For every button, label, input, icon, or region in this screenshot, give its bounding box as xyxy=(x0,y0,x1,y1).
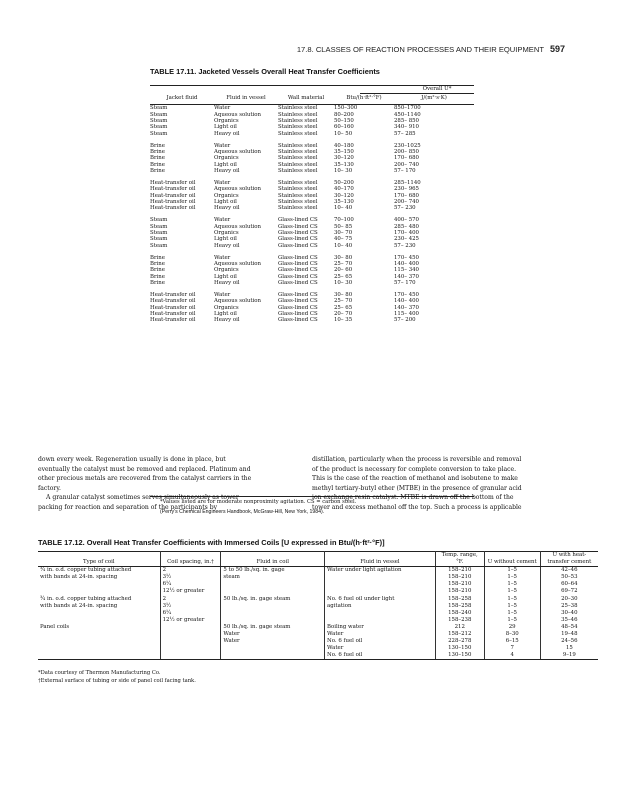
table-cell: 450–1140 xyxy=(394,111,421,118)
table-cell: 7 xyxy=(484,645,540,652)
table-cell: Steam xyxy=(150,242,168,249)
text-line: methyl tertiary-butyl ether (MTBE) in the presence of granular acid xyxy=(312,484,522,492)
table-cell: Heavy oil xyxy=(214,205,240,212)
table-cell: 50 lb./sq. in. gage steam xyxy=(221,596,325,603)
table-cell: 130–150 xyxy=(435,652,484,660)
table-cell: Glass-lined CS xyxy=(278,242,318,249)
table-cell: 158–238 xyxy=(435,617,484,624)
table-cell: 50–150 xyxy=(334,118,354,125)
table-cell: Water xyxy=(214,217,231,224)
table-cell: 35–46 xyxy=(540,617,598,624)
table-cell: Brine xyxy=(150,267,165,274)
table-cell: Steam xyxy=(150,229,168,236)
table-cell: Glass-lined CS xyxy=(278,279,318,286)
table-cell: Heavy oil xyxy=(214,317,240,324)
table-row xyxy=(150,317,474,323)
table-cell: Stainless steel xyxy=(278,199,318,205)
table-cell: 3½ xyxy=(160,574,221,581)
table-cell: 30– 80 xyxy=(334,291,353,298)
table-cell: with bands at 24-in. spacing xyxy=(40,574,118,581)
table-cell: Heat-transfer oil xyxy=(150,317,196,324)
table-cell: 35–130 xyxy=(334,161,354,168)
table-row xyxy=(38,617,598,624)
table-cell: 2 xyxy=(160,567,221,575)
table-cell: Heavy oil xyxy=(214,130,240,137)
table-cell: 35–130 xyxy=(334,199,354,205)
table-cell: 158–258 xyxy=(435,596,484,603)
column-header: Type of coil xyxy=(38,552,160,567)
table-cell: 170– 400 xyxy=(394,229,419,236)
table-cell: 50– 85 xyxy=(334,223,353,230)
table-cell: 6¼ xyxy=(160,581,221,588)
table-cell: Glass-lined CS xyxy=(278,223,318,230)
table-cell: 228–278 xyxy=(435,638,484,645)
table-cell: 1–5 xyxy=(484,617,540,624)
table-cell: 200– 740 xyxy=(394,161,419,168)
table-cell: 10– 50 xyxy=(334,130,353,137)
table-cell: 285– 850 xyxy=(394,118,419,125)
table-cell: 1–5 xyxy=(484,574,540,581)
table-cell: 158–210 xyxy=(435,574,484,581)
column-header: J/(m²·s·K) xyxy=(421,95,447,101)
table-cell: Aqueous solution xyxy=(214,111,262,118)
table-cell: Stainless steel xyxy=(278,161,318,168)
table-cell xyxy=(38,652,160,660)
table-cell: 57– 230 xyxy=(394,242,416,249)
table-cell: Glass-lined CS xyxy=(278,298,318,305)
table-cell: 30–120 xyxy=(334,192,354,199)
table-cell xyxy=(221,581,325,588)
table-cell: 5 to 50 lb./sq. in. gage xyxy=(221,567,325,575)
table-row xyxy=(38,596,598,603)
table-cell: 40–170 xyxy=(334,186,354,193)
table-row xyxy=(38,567,598,575)
table-cell: 230– 425 xyxy=(394,236,419,243)
table-cell: 6–15 xyxy=(484,638,540,645)
table-cell: Heavy oil xyxy=(214,242,240,249)
table-cell: 8–30 xyxy=(484,631,540,638)
table-cell: Glass-lined CS xyxy=(278,304,318,311)
table-cell: Brine xyxy=(150,279,165,286)
table-cell: 285– 480 xyxy=(394,223,419,230)
table-cell: Light oil xyxy=(214,199,237,205)
table-cell: 400– 570 xyxy=(394,217,419,224)
table-cell: 35–150 xyxy=(334,149,354,155)
table-cell: 29 xyxy=(484,624,540,631)
table-cell: 12½ or greater xyxy=(160,588,221,595)
table-cell: 1–5 xyxy=(484,603,540,610)
table-cell: 1–5 xyxy=(484,567,540,575)
table-cell: Heat-transfer oil xyxy=(150,186,196,193)
table-cell: 158–210 xyxy=(435,567,484,575)
table-cell: Brine xyxy=(150,168,165,175)
table-cell: Heat-transfer oil xyxy=(150,291,196,298)
table-cell: 115– 340 xyxy=(394,267,419,274)
table-row xyxy=(38,588,598,595)
column-header: Wall material xyxy=(287,95,325,101)
table-cell: Light oil xyxy=(214,236,237,243)
table-cell: 24–56 xyxy=(540,638,598,645)
table-cell: ¾ in. o.d. copper tubing attached xyxy=(40,595,132,602)
table-cell: Aqueous solution xyxy=(214,223,262,230)
table-cell: 212 xyxy=(435,624,484,631)
table-cell: Heat-transfer oil xyxy=(150,310,196,317)
column-header: Jacket fluid xyxy=(166,95,198,101)
table-cell: Glass-lined CS xyxy=(278,317,318,324)
table-cell: Aqueous solution xyxy=(214,260,262,267)
table-cell xyxy=(38,581,160,588)
table-cell: Steam xyxy=(150,223,168,230)
table-row xyxy=(38,645,598,652)
table-cell: Aqueous solution xyxy=(214,298,262,305)
table-cell: 69–72 xyxy=(540,588,598,595)
table-cell: Stainless steel xyxy=(278,192,318,199)
table-cell: ¾ in. o.d. copper tubing attached xyxy=(40,567,132,574)
table-cell xyxy=(160,652,221,660)
table-cell: 70–100 xyxy=(334,217,354,224)
table-cell: Stainless steel xyxy=(278,130,318,137)
table-cell: 40– 75 xyxy=(334,236,353,243)
table-cell xyxy=(160,638,221,645)
table2-footnote-2: †External surface of tubing or side of panel coil facing tank. xyxy=(38,678,196,684)
table-cell: 60–160 xyxy=(334,124,354,131)
table-cell: 57– 170 xyxy=(394,168,416,175)
table2-caption: TABLE 17.12. Overall Heat Transfer Coefficients with Immersed Coils [U expressed in Btu/(h·ft²·°F)] xyxy=(38,538,385,547)
table-cell: Boiling water xyxy=(325,624,436,631)
table-cell xyxy=(221,645,325,652)
text-line: tower and excess methanol off the top. Such a process is applicable xyxy=(312,503,522,511)
table-row xyxy=(38,624,598,631)
running-title: 17.8. CLASSES OF REACTION PROCESSES AND THEIR EQUIPMENT xyxy=(296,45,544,54)
table-cell: 25– 65 xyxy=(334,304,353,311)
table-cell: 850–1700 xyxy=(394,105,421,112)
column-header: U with heat-transfer cement xyxy=(540,552,598,567)
table-cell: Glass-lined CS xyxy=(278,267,318,274)
table-cell: Water xyxy=(221,631,325,638)
table-cell: 140– 370 xyxy=(394,304,419,311)
table-cell: Organics xyxy=(214,229,239,236)
table-cell xyxy=(38,588,160,595)
table-cell: Heavy oil xyxy=(214,279,240,286)
table-cell: No. 6 fuel oil xyxy=(325,638,436,645)
text-line: A granular catalyst sometimes serves simultaneously as tower xyxy=(46,494,239,502)
table-cell: 20– 60 xyxy=(334,267,353,274)
table-cell xyxy=(325,574,436,581)
table-cell: 200– 850 xyxy=(394,149,419,155)
table-cell: Brine xyxy=(150,254,165,261)
table-cell: 10– 40 xyxy=(334,242,353,249)
table-cell: Organics xyxy=(214,192,239,199)
table-cell: Water xyxy=(325,645,436,652)
table-cell: 50 lb./sq. in. gage steam xyxy=(221,624,325,631)
text-line: down every week. Regeneration usually is done in place, but xyxy=(38,456,226,463)
table-row xyxy=(38,652,598,660)
table-cell: Water xyxy=(214,179,231,186)
table1-overall-rule xyxy=(360,93,474,94)
table-cell: No. 6 fuel oil xyxy=(325,652,436,660)
table-cell: 57– 200 xyxy=(394,317,416,324)
table-cell: Water xyxy=(325,631,436,638)
table-cell: Brine xyxy=(150,149,165,155)
table-cell: Water xyxy=(221,638,325,645)
table-row xyxy=(38,610,598,617)
text-line: eventually the catalyst must be removed and replaced. Platinum and xyxy=(38,465,251,473)
table-cell xyxy=(160,631,221,638)
table-cell xyxy=(325,581,436,588)
column-header: Fluid in vessel xyxy=(226,95,266,101)
table-cell: Stainless steel xyxy=(278,105,318,112)
table-cell: Brine xyxy=(150,142,165,149)
table-cell: Organics xyxy=(214,155,239,162)
table-cell: Stainless steel xyxy=(278,155,318,162)
table-cell xyxy=(38,645,160,652)
table-cell: 158–240 xyxy=(435,610,484,617)
table-cell: Steam xyxy=(150,118,168,125)
table-cell: Water xyxy=(214,254,231,261)
table-cell xyxy=(325,588,436,595)
table-cell: Glass-lined CS xyxy=(278,217,318,224)
table1-overall-header: Overall U* xyxy=(422,86,452,92)
table-cell xyxy=(38,631,160,638)
table2-footnote-1: *Data courtesy of Thermon Manufacturing Co. xyxy=(38,670,161,676)
table-cell: 25– 70 xyxy=(334,298,353,305)
table-cell: Stainless steel xyxy=(278,111,318,118)
table-row xyxy=(38,631,598,638)
table-cell: 10– 30 xyxy=(334,168,353,175)
column-header: Coil spacing, in.† xyxy=(160,552,221,567)
table-cell xyxy=(38,638,160,645)
table-cell: 57– 285 xyxy=(394,130,416,137)
running-header xyxy=(150,44,565,54)
table-cell: Steam xyxy=(150,130,168,137)
table-cell: 25– 65 xyxy=(334,273,353,280)
table-cell: Aqueous solution xyxy=(214,149,262,155)
table-cell: Glass-lined CS xyxy=(278,291,318,298)
table-row xyxy=(38,581,598,588)
text-line: other precious metals are recovered from the catalyst carriers in the xyxy=(38,475,252,483)
table-cell: 10– 35 xyxy=(334,317,353,324)
table-cell: Steam xyxy=(150,236,168,243)
table-cell: No. 6 fuel oil under light xyxy=(325,596,436,603)
column-header: Btu/(h·ft²·°F) xyxy=(346,95,382,101)
column-header: Temp. range, °F. xyxy=(435,552,484,567)
table-cell: 10– 30 xyxy=(334,279,353,286)
table-cell: agitation xyxy=(325,603,436,610)
table-cell: 25– 70 xyxy=(334,260,353,267)
table-cell: 50–53 xyxy=(540,574,598,581)
table-cell: 15 xyxy=(540,645,598,652)
table-cell: Brine xyxy=(150,260,165,267)
table-cell: 3½ xyxy=(160,603,221,610)
table-cell: Light oil xyxy=(214,310,237,317)
table-cell: 200– 740 xyxy=(394,199,419,205)
table-cell: 57– 170 xyxy=(394,279,416,286)
text-line: ion exchange resin catalyst. MTBE is drawn off the bottom of the xyxy=(312,494,514,502)
text-line: This is the case of the reaction of methanol and isobutene to make xyxy=(312,475,518,483)
table-cell: 158–210 xyxy=(435,581,484,588)
table-cell: Glass-lined CS xyxy=(278,254,318,261)
table-cell: Heat-transfer oil xyxy=(150,192,196,199)
table-cell: 6¼ xyxy=(160,610,221,617)
table-cell: Heat-transfer oil xyxy=(150,298,196,305)
table1-caption: TABLE 17.11. Jacketed Vessels Overall Heat Transfer Coefficients xyxy=(150,67,380,76)
table-cell: 1–5 xyxy=(484,610,540,617)
table-cell: 9–19 xyxy=(540,652,598,660)
table-cell: 230–1025 xyxy=(394,142,421,149)
column-header: Fluid in vessel xyxy=(325,552,436,567)
table-cell: 4 xyxy=(484,652,540,660)
table-cell: 170– 680 xyxy=(394,192,419,199)
body-text-right xyxy=(312,455,580,513)
table-cell: Heat-transfer oil xyxy=(150,179,196,186)
table-cell: 60–64 xyxy=(540,581,598,588)
table-cell xyxy=(38,617,160,624)
column-header: Fluid in coil xyxy=(221,552,325,567)
table-cell: Light oil xyxy=(214,161,237,168)
table-cell: 140– 400 xyxy=(394,260,419,267)
table-cell xyxy=(325,617,436,624)
table-cell: 170– 680 xyxy=(394,155,419,162)
table-cell xyxy=(221,603,325,610)
table-row xyxy=(38,574,598,581)
table-cell: Brine xyxy=(150,155,165,162)
table-cell: with bands at 24-in. spacing xyxy=(40,602,118,609)
table2-header-row xyxy=(38,552,598,567)
table-cell xyxy=(325,610,436,617)
table-cell xyxy=(160,645,221,652)
table-row xyxy=(150,105,474,112)
table-cell: Steam xyxy=(150,111,168,118)
table-cell: 150–300 xyxy=(334,105,358,112)
table-row xyxy=(38,603,598,610)
table-cell: 2 xyxy=(160,596,221,603)
table-cell: Stainless steel xyxy=(278,124,318,131)
table-cell: Steam xyxy=(150,217,168,224)
table-cell: 340– 910 xyxy=(394,124,419,131)
table-cell: Glass-lined CS xyxy=(278,236,318,243)
table-cell: Glass-lined CS xyxy=(278,229,318,236)
text-line: factory. xyxy=(38,484,61,492)
table-cell xyxy=(160,624,221,631)
table-cell: 130–150 xyxy=(435,645,484,652)
table-cell: 80–200 xyxy=(334,111,354,118)
table-cell xyxy=(221,652,325,660)
table-cell: Stainless steel xyxy=(278,168,318,175)
table-cell: 10– 40 xyxy=(334,205,353,212)
table-cell: Light oil xyxy=(214,273,237,280)
table-cell: 50–200 xyxy=(334,179,354,186)
table-cell: steam xyxy=(221,574,325,581)
table-cell: Water xyxy=(214,291,231,298)
table-cell: Stainless steel xyxy=(278,205,318,212)
table-cell: Organics xyxy=(214,304,239,311)
text-line: of the product is necessary for complete conversion to take place. xyxy=(312,465,517,473)
table-cell: 140– 400 xyxy=(394,298,419,305)
table-cell: Heavy oil xyxy=(214,168,240,175)
table1-footnote: *Values listed are for moderate nonproximity agitation. CS = carbon steel. xyxy=(160,499,357,505)
table-cell: Heat-transfer oil xyxy=(150,205,196,212)
table-cell: Panel coils xyxy=(40,623,70,630)
table-cell: 1–5 xyxy=(484,588,540,595)
table-cell: Heat-transfer oil xyxy=(150,304,196,311)
table-cell: Organics xyxy=(214,118,239,125)
table-cell: Water xyxy=(214,142,231,149)
table-cell: Organics xyxy=(214,267,239,274)
table-cell: Heat-transfer oil xyxy=(150,199,196,205)
table-cell: 1–5 xyxy=(484,596,540,603)
table-cell: 42–46 xyxy=(540,567,598,575)
table-cell: Stainless steel xyxy=(278,149,318,155)
table-cell xyxy=(221,617,325,624)
body-text-left xyxy=(38,455,297,513)
table1-source: (Perry's Chemical Engineers Handbook, McGraw-Hill, New York, 1984). xyxy=(160,509,325,515)
table2 xyxy=(38,551,598,660)
table-cell xyxy=(221,610,325,617)
table-cell: 230– 965 xyxy=(394,186,419,193)
table-cell: 158–258 xyxy=(435,603,484,610)
table-cell: 158–212 xyxy=(435,631,484,638)
table-cell: Stainless steel xyxy=(278,142,318,149)
table-cell: Stainless steel xyxy=(278,186,318,193)
table-cell: Aqueous solution xyxy=(214,186,262,193)
table-cell: 285–1140 xyxy=(394,179,421,186)
table-cell: 158–210 xyxy=(435,588,484,595)
table-cell: Glass-lined CS xyxy=(278,310,318,317)
table-cell: 25–38 xyxy=(540,603,598,610)
column-header: U without cement xyxy=(484,552,540,567)
table-cell xyxy=(221,588,325,595)
table-cell: Glass-lined CS xyxy=(278,273,318,280)
table-row xyxy=(38,638,598,645)
table-cell: Water xyxy=(214,105,231,112)
table1 xyxy=(150,95,474,324)
table-cell: 48–54 xyxy=(540,624,598,631)
table-cell: Light oil xyxy=(214,124,237,131)
table-cell: Stainless steel xyxy=(278,118,318,125)
table-cell: 30–120 xyxy=(334,155,354,162)
table-cell: Stainless steel xyxy=(278,179,318,186)
table-cell: Steam xyxy=(150,124,168,131)
text-line: distillation, particularly when the process is reversible and removal xyxy=(312,456,522,463)
table-cell: 30– 80 xyxy=(334,254,353,261)
table-cell: 30– 70 xyxy=(334,229,353,236)
table-cell xyxy=(38,610,160,617)
page-number: 597 xyxy=(549,44,565,54)
table-cell: 12½ or greater xyxy=(160,617,221,624)
table-cell: 57– 230 xyxy=(394,205,416,212)
table-cell: 40–180 xyxy=(334,142,354,149)
table-cell: 1–5 xyxy=(484,581,540,588)
table-cell: Steam xyxy=(150,105,168,112)
table-cell: 30–40 xyxy=(540,610,598,617)
table-cell: 170– 450 xyxy=(394,254,419,261)
table-cell: Water under light agitation xyxy=(325,567,436,575)
table-cell: 20– 70 xyxy=(334,310,353,317)
table-cell: Glass-lined CS xyxy=(278,260,318,267)
table-cell: 170– 450 xyxy=(394,291,419,298)
text-line: packing for reaction and separation of the participants by xyxy=(38,503,218,511)
table-cell: 140– 370 xyxy=(394,273,419,280)
table-cell: 115– 400 xyxy=(394,310,419,317)
table-cell: 19–48 xyxy=(540,631,598,638)
table-cell: 20–30 xyxy=(540,596,598,603)
table-cell: Brine xyxy=(150,161,165,168)
table-cell: Brine xyxy=(150,273,165,280)
